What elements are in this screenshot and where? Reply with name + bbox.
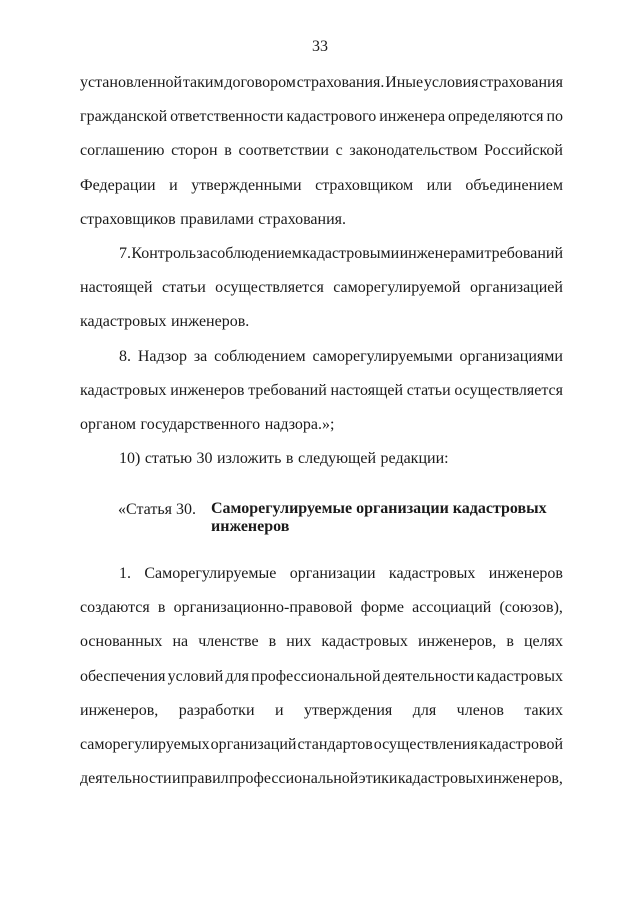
- word: инженеров,: [417, 633, 497, 651]
- word: 7.: [119, 244, 131, 262]
- word: (союзов),: [499, 599, 563, 617]
- word: требований: [484, 244, 563, 262]
- word: страховщиком: [315, 176, 414, 194]
- word: них: [286, 633, 312, 651]
- word: организациями: [459, 347, 563, 365]
- text-block-insurance-and-control: [80, 73, 563, 483]
- word: инженеров: [170, 381, 245, 399]
- word: деятельности: [80, 770, 172, 788]
- word: органом: [80, 415, 137, 433]
- word: разработки: [178, 701, 255, 719]
- word: организаций: [210, 735, 297, 753]
- word: целях: [523, 633, 563, 651]
- word: и: [169, 176, 178, 194]
- word: ответственности: [170, 108, 284, 126]
- word: за: [196, 244, 210, 262]
- word: или: [426, 176, 452, 194]
- word: стандартов: [297, 735, 373, 753]
- word: Российской: [484, 142, 563, 160]
- article-title: Саморегулируемые организации кадастровых инженеров: [211, 500, 547, 535]
- word: инженерами: [399, 244, 485, 262]
- text-line: [80, 701, 563, 735]
- word: для: [225, 667, 249, 685]
- word: инженеров,: [484, 770, 563, 788]
- word: Саморегулируемые: [144, 565, 277, 582]
- text-line: [80, 278, 563, 312]
- word: настоящей: [330, 381, 404, 399]
- text-line: [80, 632, 563, 666]
- word: на: [172, 633, 189, 651]
- word: законодательством: [349, 142, 478, 160]
- word: осуществляется: [215, 279, 324, 297]
- text-line: [80, 73, 563, 107]
- word: в: [268, 633, 277, 651]
- word: организацией: [469, 279, 563, 297]
- word: правилами: [180, 210, 254, 228]
- word: создаются: [80, 599, 150, 617]
- word: осуществления: [373, 735, 478, 753]
- word: организационно-правовой: [173, 599, 353, 617]
- word: в: [224, 142, 232, 160]
- word: кадастровыми: [302, 244, 400, 262]
- word: утверждения: [303, 701, 393, 719]
- word: Федерации: [80, 176, 156, 194]
- word: саморегулируемых: [80, 735, 210, 753]
- text-line: [80, 564, 563, 598]
- word: форме: [360, 599, 404, 617]
- article-number: «Статья 30.: [118, 501, 196, 518]
- word: кадастровой: [478, 735, 563, 753]
- text-line: [80, 210, 563, 244]
- word: деятельности: [382, 667, 475, 685]
- word: инженеров,: [80, 701, 159, 719]
- text-line: [80, 107, 563, 141]
- word: таким: [182, 74, 224, 91]
- word: с: [335, 142, 343, 160]
- word: ассоциаций: [412, 599, 492, 617]
- word: Надзор: [137, 347, 188, 365]
- word: саморегулируемой: [333, 279, 461, 297]
- text-line: [80, 381, 563, 415]
- word: организации: [289, 565, 376, 582]
- word: редакции:: [380, 450, 449, 468]
- word: соблюдением: [210, 244, 302, 262]
- word: статьи: [406, 381, 451, 399]
- word: соглашению: [80, 142, 165, 160]
- text-line: [80, 312, 563, 346]
- text-line: [80, 735, 563, 769]
- text-line: [80, 598, 563, 632]
- word: страховщиков: [80, 210, 176, 228]
- word: договором: [224, 74, 296, 91]
- word: надзора.»;: [264, 415, 335, 433]
- word: основанных: [80, 633, 163, 651]
- word: инженеров.: [170, 313, 250, 331]
- word: изложить: [217, 450, 282, 468]
- word: кадастровых: [80, 381, 167, 399]
- text-block-article-30: [80, 564, 563, 803]
- text-line: [80, 449, 563, 483]
- word: соблюдением: [214, 347, 306, 365]
- text-line: [80, 769, 563, 803]
- word: этики: [358, 770, 398, 788]
- word: осуществляется: [454, 381, 563, 399]
- word: 10): [119, 450, 141, 468]
- word: требований: [248, 381, 327, 399]
- page-number: 33: [312, 38, 328, 55]
- word: для: [412, 701, 437, 719]
- word: членстве: [198, 633, 259, 651]
- word: условий: [167, 667, 224, 685]
- word: в: [157, 599, 166, 617]
- text-line: [80, 176, 563, 210]
- word: установленной: [80, 74, 183, 91]
- word: профессиональной: [228, 770, 359, 788]
- text-line: [80, 347, 563, 381]
- word: условия: [423, 74, 479, 91]
- word: Иные: [385, 74, 424, 91]
- word: обеспечения: [80, 667, 166, 685]
- word: кадастровых: [321, 633, 408, 651]
- word: правил: [180, 770, 229, 788]
- word: гражданской: [80, 108, 168, 126]
- word: членов: [456, 701, 504, 719]
- word: таких: [524, 701, 563, 719]
- word: 8.: [119, 347, 131, 365]
- word: и: [274, 701, 284, 719]
- word: статьи: [161, 279, 206, 297]
- word: соответствии: [238, 142, 329, 160]
- word: по: [546, 108, 563, 126]
- word: страхования.: [258, 210, 347, 228]
- word: в: [285, 450, 294, 468]
- word: кадастровых: [397, 770, 485, 788]
- text-line: [80, 244, 563, 278]
- word: определяются: [448, 108, 544, 126]
- word: и: [171, 770, 181, 788]
- word: профессиональной: [251, 667, 381, 685]
- word: страхования.: [296, 74, 385, 91]
- word: утвержденными: [191, 176, 302, 194]
- word: в: [506, 633, 514, 651]
- text-line: [80, 667, 563, 701]
- text-line: [80, 415, 563, 449]
- word: инженеров: [488, 565, 563, 582]
- word: объединением: [465, 176, 563, 194]
- word: кадастровых: [476, 667, 563, 685]
- word: государственного: [140, 415, 261, 433]
- word: Контроль: [131, 244, 197, 262]
- word: саморегулируемыми: [312, 347, 453, 365]
- word: следующей: [297, 450, 377, 468]
- word: кадастровых: [80, 313, 167, 331]
- word: 30: [196, 450, 213, 468]
- word: за: [193, 347, 208, 365]
- word: настоящей: [80, 279, 153, 297]
- word: 1.: [119, 565, 131, 582]
- word: статью: [144, 450, 193, 468]
- word: страхования: [479, 74, 563, 91]
- word: сторон: [171, 142, 218, 160]
- text-line: [80, 141, 563, 175]
- word: кадастровых: [388, 565, 476, 582]
- word: кадастрового: [286, 108, 377, 126]
- word: инженера: [379, 108, 446, 126]
